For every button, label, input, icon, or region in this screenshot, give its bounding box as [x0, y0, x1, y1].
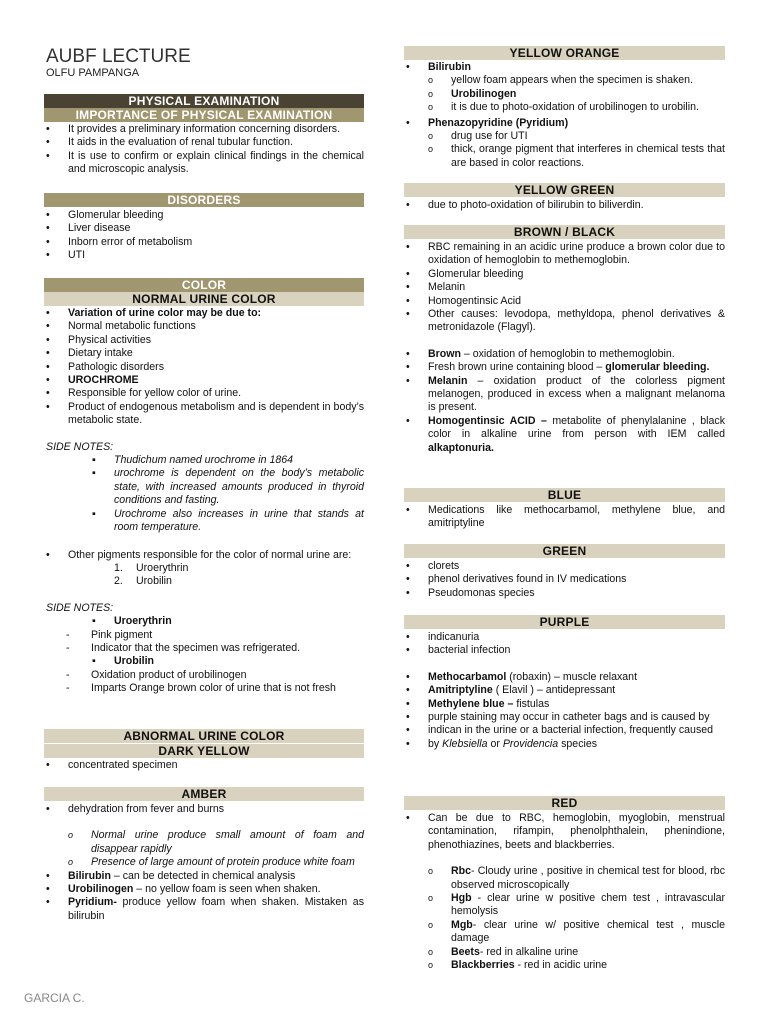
- list-item: o drug use for UTI: [404, 130, 725, 143]
- heading-amber: AMBER: [44, 787, 364, 801]
- section-color: [44, 278, 364, 696]
- side-note: ▪ Urobilin: [44, 655, 364, 668]
- list-item: • Melanin – oxidation product of the colorless pigment melanogen, produced in excess when a malignant melanoma is present.: [404, 375, 725, 415]
- side-note: ▪ Thudichum named urochrome in 1864: [44, 454, 364, 467]
- list-item: o Urobilinogen: [404, 88, 725, 101]
- list-item: • bacterial infection: [404, 644, 725, 657]
- list-item: • Other pigments responsible for the color of normal urine are:: [44, 549, 364, 562]
- list-item: o Normal urine produce small amount of foam and disappear rapidly: [44, 829, 364, 856]
- heading-purple: PURPLE: [404, 615, 725, 629]
- list-item: o Rbc- Cloudy urine , positive in chemical test for blood, rbc observed microscopically: [404, 865, 725, 892]
- heading-brown-black: BROWN / BLACK: [404, 225, 725, 239]
- list-item: • Urobilinogen – no yellow foam is seen when shaken.: [44, 883, 364, 896]
- list-item: • Other causes: levodopa, methyldopa, phenol derivatives & metronidazole (Flagyl).: [404, 308, 725, 335]
- list-item: • Phenazopyridine (Pyridium): [404, 117, 725, 130]
- list-item: • It is use to confirm or explain clinical findings in the chemical and microscopic analysis.: [44, 150, 364, 177]
- section-disorders: [44, 193, 364, 263]
- list-item: • Bilirubin: [404, 61, 725, 74]
- list-item: • Glomerular bleeding: [404, 268, 725, 281]
- section-yellow-green: [404, 183, 725, 212]
- list-item: • Pseudomonas species: [404, 587, 725, 600]
- section-physical-examination: [44, 94, 364, 177]
- side-note: ▪ Urochrome also increases in urine that stands at room temperature.: [44, 508, 364, 535]
- list-item: o thick, orange pigment that interferes in chemical tests that are based in color reactions.: [404, 143, 725, 170]
- list-item: • Responsible for yellow color of urine.: [44, 387, 364, 400]
- list-item: o Presence of large amount of protein produce white foam: [44, 856, 364, 869]
- list-item: o Blackberries - red in acidic urine: [404, 959, 725, 972]
- list-item: • Pyridium- produce yellow foam when shaken. Mistaken as bilirubin: [44, 896, 364, 923]
- list-item: • Melanin: [404, 281, 725, 294]
- list-item: • dehydration from fever and burns: [44, 803, 364, 816]
- list-item: • Homogentinsic ACID – metabolite of phenylalanine , black color in alkaline urine from person with IEM called alkaptonuria.: [404, 415, 725, 455]
- section-blue: [404, 488, 725, 531]
- list-item: • Liver disease: [44, 222, 364, 235]
- page-title: AUBF LECTURE: [46, 46, 191, 67]
- section-yellow-orange: [404, 46, 725, 170]
- list-item: • RBC remaining in an acidic urine produce a brown color due to oxidation of hemoglobin to methemoglobin.: [404, 241, 725, 268]
- section-purple: [404, 615, 725, 751]
- heading-physical-examination: PHYSICAL EXAMINATION: [44, 94, 364, 108]
- list-item: o yellow foam appears when the specimen is shaken.: [404, 74, 725, 87]
- section-red: [404, 796, 725, 972]
- list-item: • phenol derivatives found in IV medications: [404, 573, 725, 586]
- list-item: • It provides a preliminary information concerning disorders.: [44, 123, 364, 136]
- heading-dark-yellow: DARK YELLOW: [44, 743, 364, 758]
- list-item: - Oxidation product of urobilinogen: [44, 669, 364, 682]
- list-item: - Imparts Orange brown color of urine that is not fresh: [44, 682, 364, 695]
- list-item: • Variation of urine color may be due to:: [44, 307, 364, 320]
- list-item: o it is due to photo-oxidation of urobilinogen to urobilin.: [404, 101, 725, 114]
- list-item: • concentrated specimen: [44, 759, 364, 772]
- list-item: - Pink pigment: [44, 629, 364, 642]
- list-item: - Indicator that the specimen was refrigerated.: [44, 642, 364, 655]
- list-item: • Dietary intake: [44, 347, 364, 360]
- list-item: o Mgb- clear urine w/ positive chemical test , muscle damage: [404, 919, 725, 946]
- heading-green: GREEN: [404, 544, 725, 558]
- list-item: o Beets- red in alkaline urine: [404, 946, 725, 959]
- heading-red: RED: [404, 796, 725, 810]
- heading-importance: IMPORTANCE OF PHYSICAL EXAMINATION: [44, 108, 364, 122]
- section-brown-black: [404, 225, 725, 455]
- list-item: • clorets: [404, 560, 725, 573]
- list-item: • UTI: [44, 249, 364, 262]
- heading-color: COLOR: [44, 278, 364, 292]
- list-item: • Amitriptyline ( Elavil ) – antidepressant: [404, 684, 725, 697]
- list-item: • Pathologic disorders: [44, 361, 364, 374]
- heading-yellow-green: YELLOW GREEN: [404, 183, 725, 197]
- section-amber: [44, 787, 364, 923]
- list-item: 1. Uroerythrin: [114, 561, 189, 574]
- list-item: • Bilirubin – can be detected in chemical analysis: [44, 870, 364, 883]
- footer-author: GARCIA C.: [24, 991, 85, 1005]
- list-item: • Normal metabolic functions: [44, 320, 364, 333]
- list-item: o Hgb - clear urine w positive chem test , intravascular hemolysis: [404, 892, 725, 919]
- list-item: • UROCHROME: [44, 374, 364, 387]
- heading-disorders: DISORDERS: [44, 193, 364, 207]
- list-item: • Glomerular bleeding: [44, 209, 364, 222]
- section-green: [404, 544, 725, 600]
- list-item: • Fresh brown urine containing blood – glomerular bleeding.: [404, 361, 725, 374]
- page-subtitle: OLFU PAMPANGA: [46, 67, 140, 79]
- side-notes-label: SIDE NOTES:: [46, 601, 114, 614]
- list-item: • Product of endogenous metabolism and is dependent in body’s metabolic state.: [44, 401, 364, 428]
- heading-abnormal-urine-color: ABNORMAL URINE COLOR: [44, 729, 364, 743]
- list-item: • indicanuria: [404, 631, 725, 644]
- list-item: • Methylene blue – fistulas: [404, 698, 725, 711]
- side-notes-label: SIDE NOTES:: [46, 440, 114, 453]
- list-item: • by Klebsiella or Providencia species: [404, 738, 725, 751]
- list-item: • due to photo-oxidation of bilirubin to biliverdin.: [404, 199, 725, 212]
- list-item: • Homogentinsic Acid: [404, 295, 725, 308]
- list-item: • Can be due to RBC, hemoglobin, myoglobin, menstrual contamination, rifampin, phenolphthalein, phenindione, phenothiazines, beets and blackberries.: [404, 812, 725, 852]
- list-item: • indican in the urine or a bacterial infection, frequently caused: [404, 724, 725, 737]
- list-item: • Physical activities: [44, 334, 364, 347]
- list-item: • It aids in the evaluation of renal tubular function.: [44, 136, 364, 149]
- heading-blue: BLUE: [404, 488, 725, 502]
- list-item: • Inborn error of metabolism: [44, 236, 364, 249]
- list-item: • Brown – oxidation of hemoglobin to methemoglobin.: [404, 348, 725, 361]
- heading-normal-urine-color: NORMAL URINE COLOR: [44, 292, 364, 306]
- side-note: ▪ urochrome is dependent on the body’s metabolic state, with increased amounts produced in thyroid conditions and fasting.: [44, 467, 364, 507]
- section-abnormal-urine-color: [44, 729, 364, 772]
- list-item: • Medications like methocarbamol, methylene blue, and amitriptyline: [404, 504, 725, 531]
- list-item: • purple staining may occur in catheter bags and is caused by: [404, 711, 725, 724]
- list-item: • Methocarbamol (robaxin) – muscle relaxant: [404, 671, 725, 684]
- heading-yellow-orange: YELLOW ORANGE: [404, 46, 725, 60]
- side-note: ▪ Uroerythrin: [44, 615, 364, 628]
- list-item: 2. Urobilin: [114, 575, 172, 588]
